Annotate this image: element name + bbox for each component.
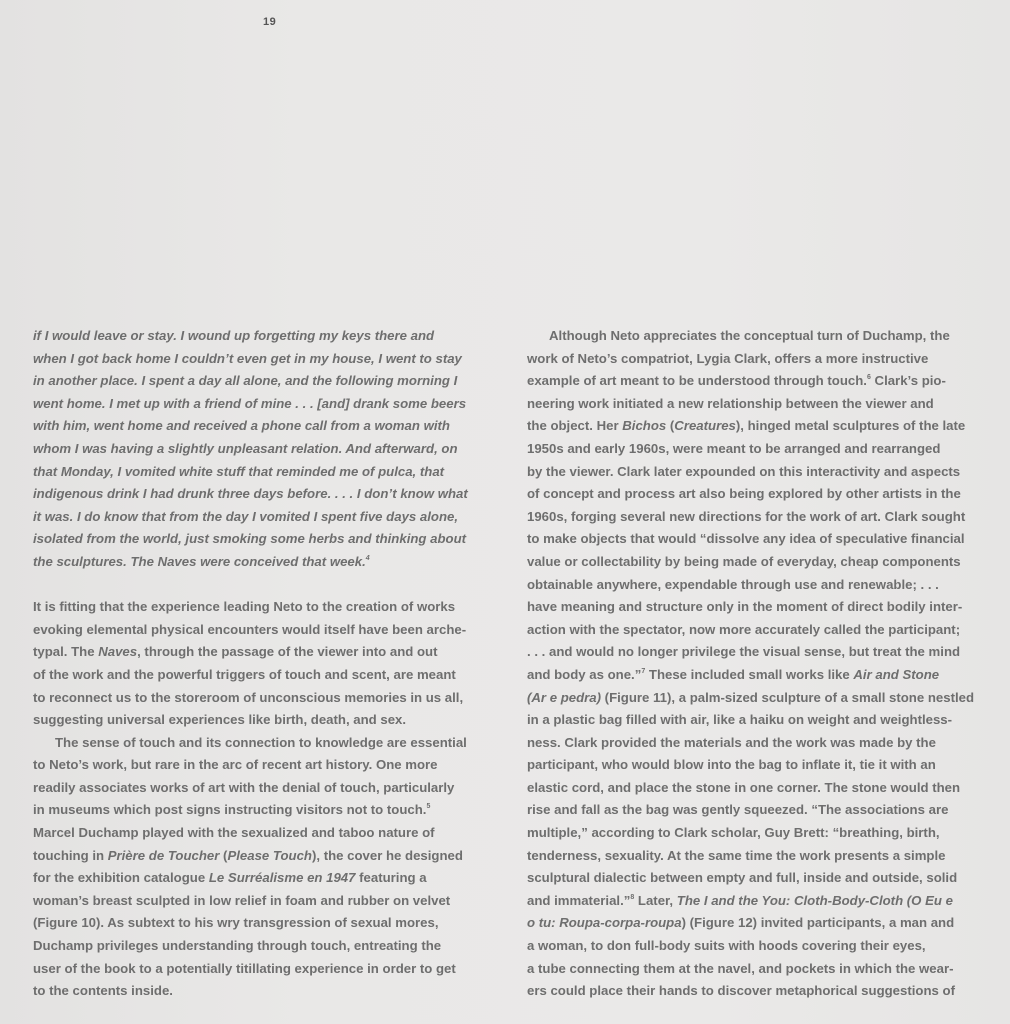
paragraph-line (33, 867, 513, 890)
text-run: (Figure 11), a palm-sized sculpture of a small stone nestled (601, 689, 975, 705)
quote-line: it was. I do know that from the day I vomited I spent five days alone, (33, 508, 459, 524)
paragraph-line: suggesting universal experiences like birth, death, and sex. (33, 712, 407, 728)
text-run: These included small works like (645, 666, 854, 682)
paragraph-line: Marcel Duchamp played with the sexualized and taboo nature of (33, 825, 435, 841)
paragraph-line: 1950s and early 1960s, were meant to be arranged and rearranged (527, 440, 941, 456)
paragraph-line: have meaning and structure only in the moment of direct bodily inter- (527, 599, 963, 615)
quote-line: that Monday, I vomited white stuff that reminded me of pulca, that (33, 463, 445, 479)
footnote-ref: 6 (866, 374, 871, 382)
paragraph-line: multiple,” according to Clark scholar, Guy Brett: “breathing, birth, (527, 825, 940, 841)
paragraph-line: of concept and process art also being explored by other artists in the (527, 486, 961, 502)
text-run: in museums which post signs instructing visitors not to touch. (33, 802, 427, 818)
paragraph-line: tenderness, sexuality. At the same time the work presents a simple (527, 847, 946, 863)
paragraph-line: . . . and would no longer privilege the visual sense, but treat the mind (527, 644, 961, 660)
paragraph-line: to make objects that would “dissolve any idea of speculative financial (527, 531, 965, 547)
paragraph-line (527, 890, 999, 913)
quote-line: in another place. I spent a day all alone, and the following morning I (33, 373, 458, 389)
quote-line: indigenous drink I had drunk three days before. . . . I don’t know what (33, 486, 468, 502)
paragraph-line: rise and fall as the bag was gently squeezed. “The associations are (527, 802, 949, 818)
title-please-touch: Please Touch (227, 847, 312, 863)
paragraph-line: work of Neto’s compatriot, Lygia Clark, offers a more instructive (527, 350, 929, 366)
text-run: for the exhibition catalogue (33, 870, 209, 886)
paragraph-line (33, 799, 513, 822)
title-o-tu: o tu: Roupa-corpa-roupa (527, 915, 682, 931)
title-surrealisme: Le Surréalisme en 1947 (208, 870, 356, 886)
paragraph-line: value or collectability by being made of everyday, cheap components (527, 553, 961, 569)
text-run: Later, (634, 892, 677, 908)
quote-line: isolated from the world, just smoking some herbs and thinking about (33, 531, 467, 547)
text-run: Clark’s pio- (870, 373, 946, 389)
quote-line-text: the sculptures. The Naves were conceived that week. (33, 553, 366, 569)
quote-line: with him, went home and received a phone call from a woman with (33, 418, 450, 434)
text-run: ( (666, 418, 675, 434)
title-bichos: Bichos (622, 418, 667, 434)
text-run: ), hinged metal sculptures of the late (735, 418, 966, 434)
paragraph-line: a woman, to don full-body suits with hoods covering their eyes, (527, 938, 926, 954)
paragraph-line: It is fitting that the experience leading Neto to the creation of works (33, 599, 456, 615)
text-run: the object. Her (527, 418, 623, 434)
text-run: example of art meant to be understood through touch. (527, 373, 867, 389)
paragraph-line: elastic cord, and place the stone in one corner. The stone would then (527, 779, 961, 795)
paragraph-line: Although Neto appreciates the conceptual turn of Duchamp, the (549, 328, 950, 343)
paragraph-line: to reconnect us to the storeroom of unconscious memories in us all, (33, 689, 464, 705)
paragraph-gap (33, 574, 513, 597)
paragraph-line: of the work and the powerful triggers of touch and scent, are meant (33, 666, 456, 682)
text-run: ), the cover he designed (311, 847, 463, 863)
title-priere: Prière de Toucher (107, 847, 220, 863)
title-ar-e-pedra: (Ar e pedra) (527, 689, 602, 705)
quote-line: if I would leave or stay. I wound up forgetting my keys there and (33, 328, 435, 343)
title-i-and-you: The I and the You: Cloth-Body-Cloth (O Eu e (676, 892, 953, 908)
paragraph-line (527, 664, 999, 687)
quote-line-last (33, 551, 513, 574)
paragraph-line: evoking elemental physical encounters would itself have been arche- (33, 621, 467, 637)
text-run: , through the passage of the viewer into and out (137, 644, 438, 660)
paragraph-line (527, 415, 999, 438)
text-run: and body as one.” (527, 666, 642, 682)
paragraph-line: obtainable anywhere, expendable through use and renewable; . . . (527, 576, 939, 592)
title-naves: Naves (98, 644, 138, 660)
footnote-ref: 7 (641, 667, 646, 675)
text-run: featuring a (355, 870, 427, 886)
title-creatures: Creatures (674, 418, 736, 434)
paragraph-line: Duchamp privileges understanding through touch, entreating the (33, 938, 442, 954)
quote-line: whom I was having a slightly unpleasant relation. And afterward, on (33, 440, 458, 456)
paragraph-line: neering work initiated a new relationship between the viewer and (527, 395, 934, 411)
paragraph-line (527, 912, 999, 935)
paragraph-line: sculptural dialectic between empty and full, inside and outside, solid (527, 870, 958, 886)
right-column (527, 325, 999, 1003)
paragraph-line: participant, who would blow into the bag to inflate it, tie it with an (527, 757, 936, 773)
paragraph-line (33, 845, 513, 868)
text-run: typal. The (33, 644, 99, 660)
quote-line: went home. I met up with a friend of mine . . . [and] drank some beers (33, 395, 467, 411)
text-run: ) (Figure 12) invited participants, a man and (681, 915, 955, 931)
paragraph-line: to Neto’s work, but rare in the arc of recent art history. One more (33, 757, 438, 773)
text-run: touching in (33, 847, 108, 863)
text-run: ( (219, 847, 228, 863)
paragraph-line (33, 641, 513, 664)
block-quote (33, 325, 513, 574)
paragraph-line: 1960s, forging several new directions for the work of art. Clark sought (527, 508, 966, 524)
paragraph-line: by the viewer. Clark later expounded on this interactivity and aspects (527, 463, 961, 479)
footnote-ref: 4 (365, 554, 370, 562)
paragraph-line (527, 370, 999, 393)
text-run: and immaterial.” (527, 892, 631, 908)
paragraph-line: a tube connecting them at the navel, and pockets in which the wear- (527, 960, 954, 976)
footnote-ref: 5 (426, 803, 431, 811)
paragraph-line: action with the spectator, now more accurately called the participant; (527, 621, 961, 637)
paragraph-line: user of the book to a potentially titillating experience in order to get (33, 960, 456, 976)
paragraph-line: (Figure 10). As subtext to his wry transgression of sexual mores, (33, 915, 439, 931)
page-number: 19 (263, 16, 277, 28)
paragraph-line: in a plastic bag filled with air, like a haiku on weight and weightless- (527, 712, 953, 728)
paragraph-line (527, 687, 999, 710)
title-air-and-stone: Air and Stone (853, 666, 940, 682)
paragraph-line: to the contents inside. (33, 983, 173, 999)
paragraph-line: The sense of touch and its connection to knowledge are essential (55, 734, 467, 750)
paragraph-line: readily associates works of art with the denial of touch, particularly (33, 779, 455, 795)
paragraph-line: ness. Clark provided the materials and the work was made by the (527, 734, 936, 750)
left-column (33, 325, 513, 1003)
paragraph-1 (33, 596, 513, 732)
paragraph-2 (33, 732, 513, 1003)
quote-line: when I got back home I couldn’t even get in my house, I went to stay (33, 350, 462, 366)
footnote-ref: 8 (630, 893, 635, 901)
paragraph-line: ers could place their hands to discover metaphorical suggestions of (527, 983, 955, 999)
paragraph-line: woman’s breast sculpted in low relief in foam and rubber on velvet (33, 892, 451, 908)
